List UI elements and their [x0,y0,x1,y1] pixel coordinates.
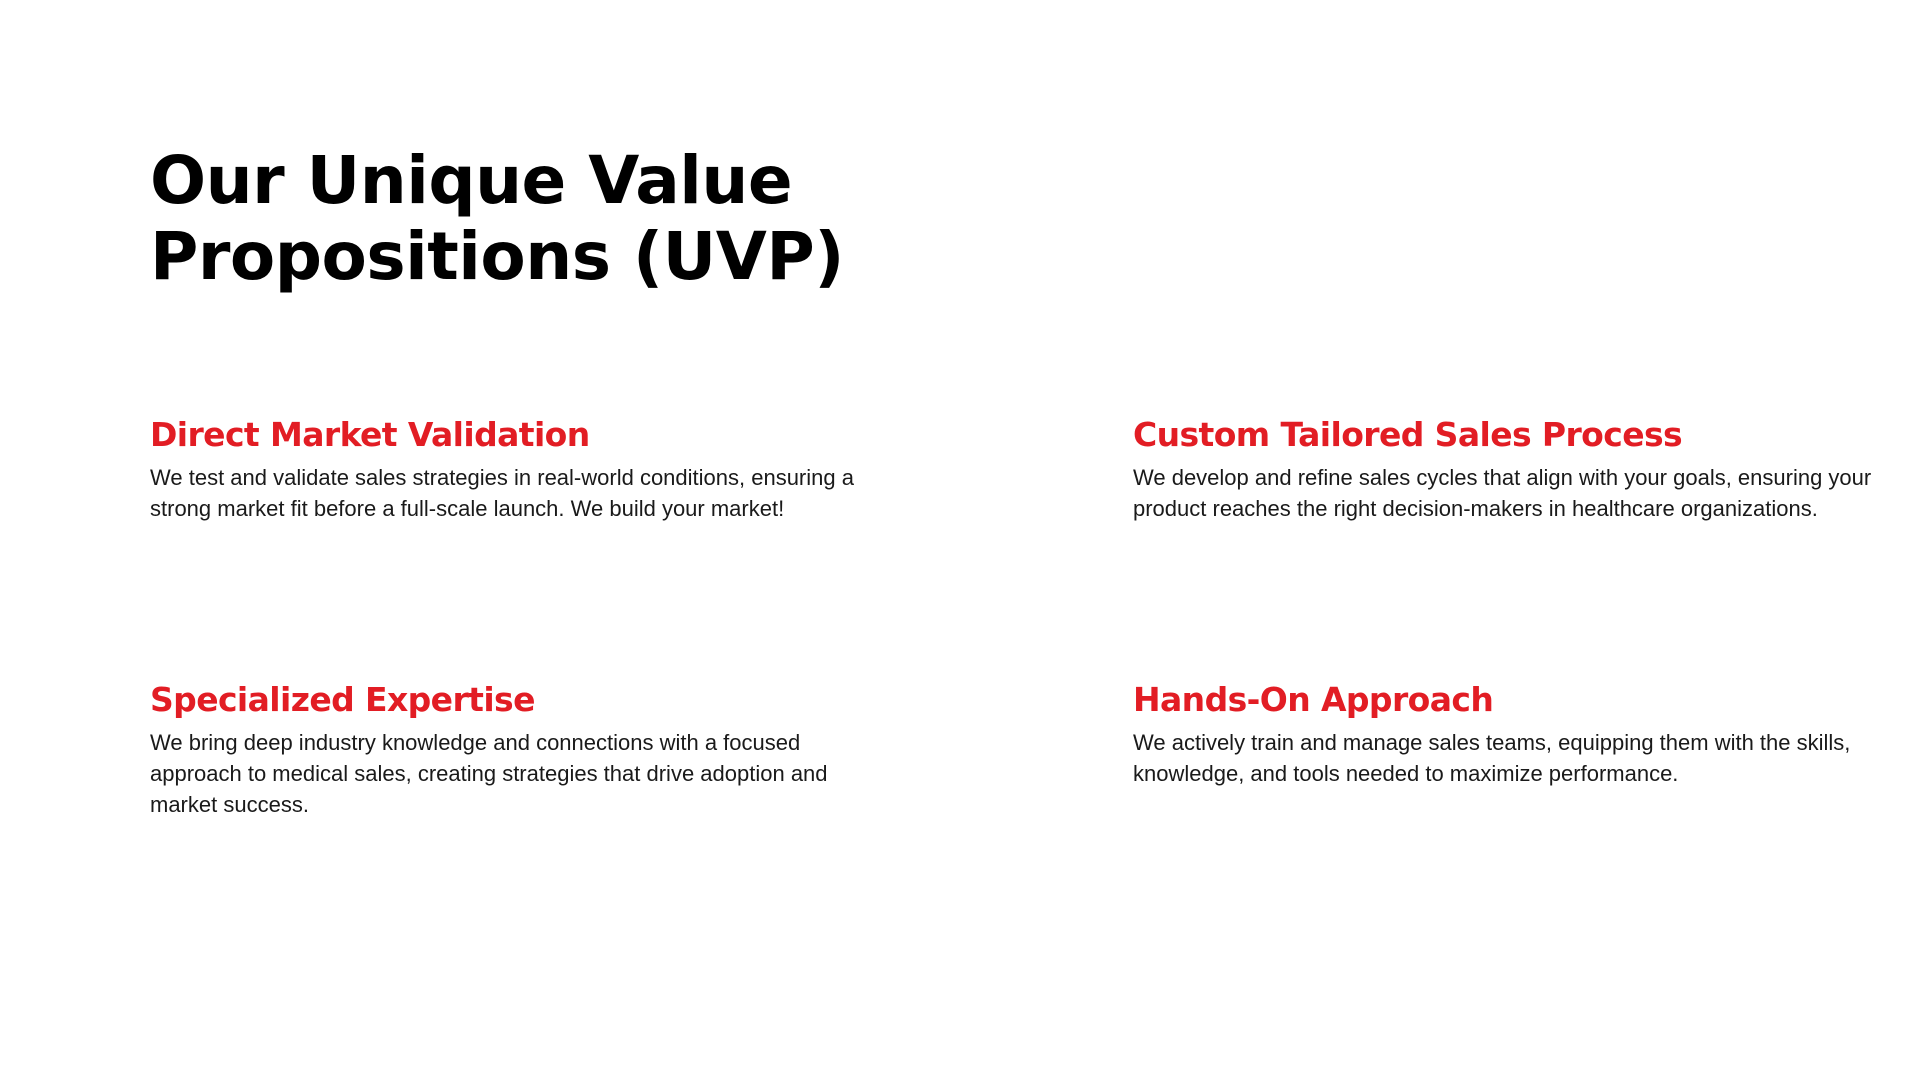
uvp-card-heading: Custom Tailored Sales Process [1133,415,1683,454]
uvp-card-description: We actively train and manage sales teams, equipping them with the skills, knowledge, and tools needed to maximize performance. [1133,730,1851,786]
uvp-card-hands-on-approach [1133,677,1873,789]
page-title [150,143,1050,295]
uvp-card-heading: Hands-On Approach [1133,680,1494,719]
uvp-card-direct-market-validation [150,412,890,524]
uvp-card-description: We test and validate sales strategies in real-world conditions, ensuring a strong market fit before a full-scale launch. We build your market! [150,465,854,521]
uvp-card-heading: Direct Market Validation [150,415,590,454]
uvp-card-description: We develop and refine sales cycles that align with your goals, ensuring your product reaches the right decision-makers in healthcare organizations. [1133,465,1872,521]
uvp-card-description: We bring deep industry knowledge and connections with a focused approach to medical sales, creating strategies that drive adoption and market success. [150,730,828,817]
uvp-card-custom-sales-process [1133,412,1873,524]
page-title-line-1: Our Unique Value [150,142,793,219]
uvp-card-specialized-expertise [150,677,890,820]
uvp-card-heading: Specialized Expertise [150,680,535,719]
page-title-line-2: Propositions (UVP) [150,218,844,295]
